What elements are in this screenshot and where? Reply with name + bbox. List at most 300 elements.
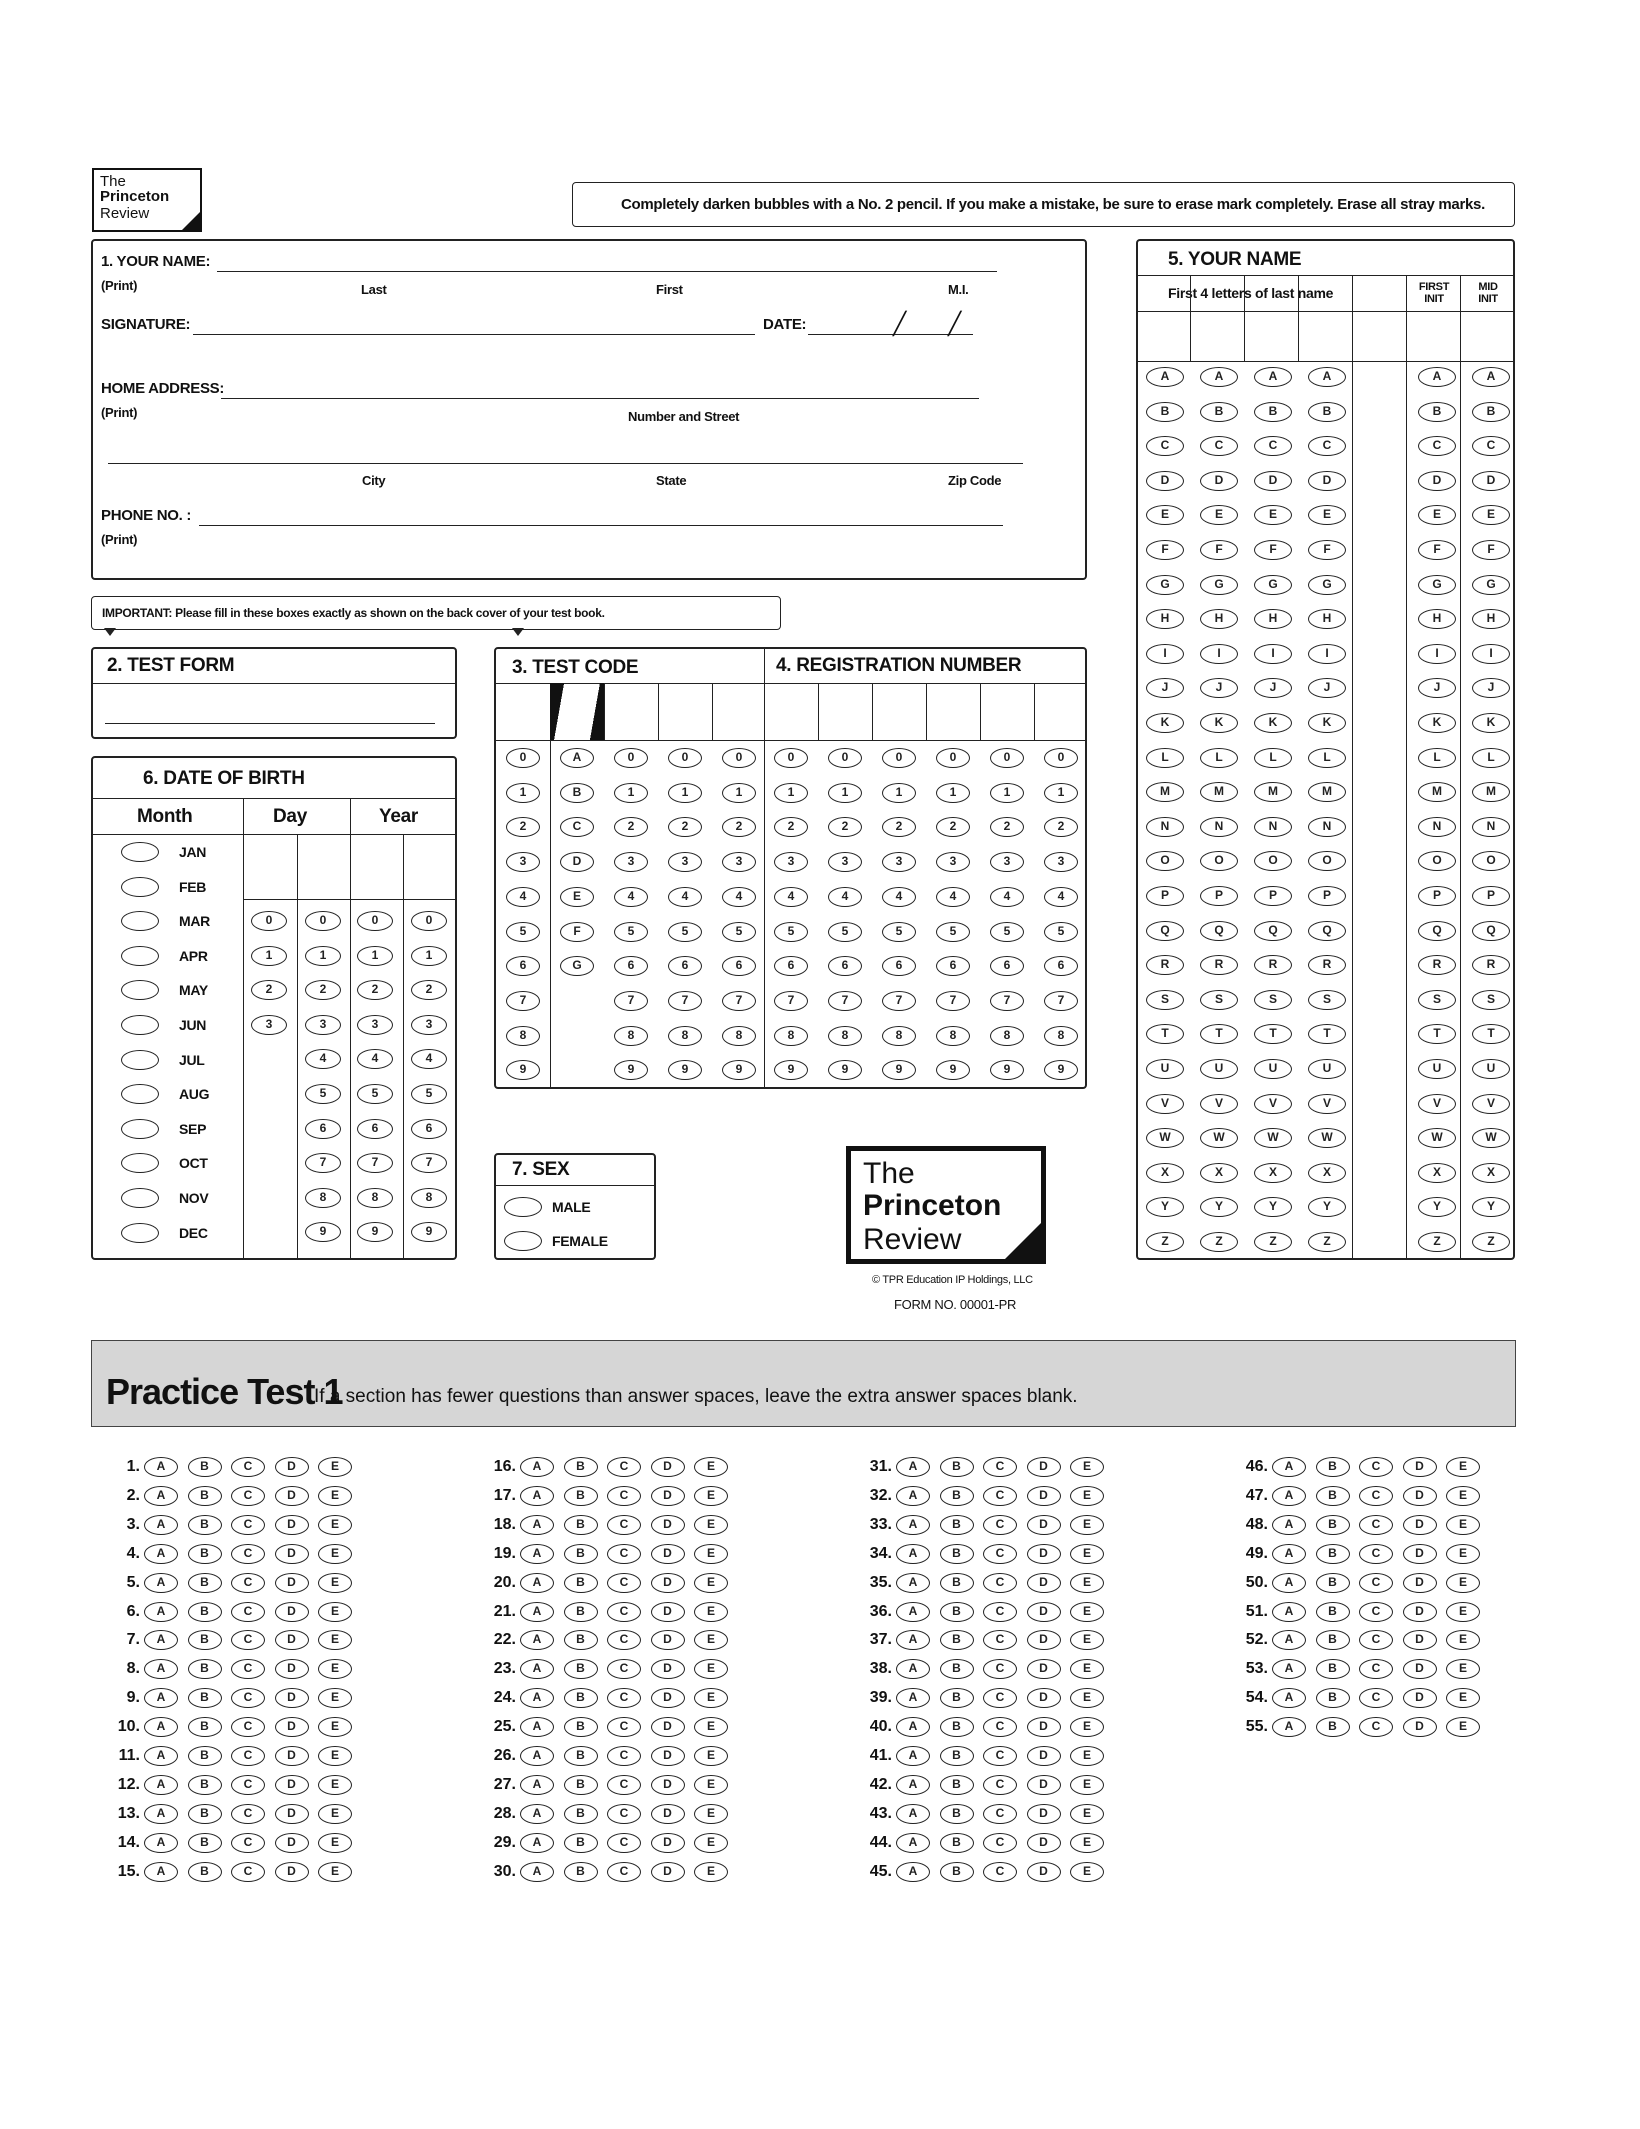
registration-digit-bubble[interactable]: 2	[1044, 817, 1078, 837]
registration-digit-bubble[interactable]: 4	[936, 887, 970, 907]
answer-bubble[interactable]: C	[1359, 1602, 1393, 1622]
test-code-letter-bubble[interactable]: E	[560, 887, 594, 907]
mid-init-bubble[interactable]: Y	[1472, 1197, 1510, 1217]
registration-digit-bubble[interactable]: 7	[990, 991, 1024, 1011]
registration-digit-bubble[interactable]: 0	[936, 748, 970, 768]
first-init-bubble[interactable]: A	[1418, 367, 1456, 387]
answer-bubble[interactable]: A	[520, 1515, 554, 1535]
dob-day-bubble[interactable]: 1	[305, 946, 341, 966]
test-code-digit-bubble[interactable]: 8	[668, 1026, 702, 1046]
answer-bubble[interactable]: E	[1446, 1515, 1480, 1535]
answer-bubble[interactable]: A	[144, 1688, 178, 1708]
test-code-digit-bubble[interactable]: 2	[614, 817, 648, 837]
last-name-letter-bubble[interactable]: D	[1308, 471, 1346, 491]
answer-bubble[interactable]: A	[144, 1862, 178, 1882]
answer-bubble[interactable]: C	[1359, 1544, 1393, 1564]
answer-bubble[interactable]: E	[1446, 1544, 1480, 1564]
answer-bubble[interactable]: A	[896, 1630, 930, 1650]
registration-digit-bubble[interactable]: 5	[990, 922, 1024, 942]
answer-bubble[interactable]: C	[231, 1775, 265, 1795]
last-name-letter-bubble[interactable]: I	[1146, 644, 1184, 664]
answer-bubble[interactable]: E	[1070, 1862, 1104, 1882]
last-name-letter-bubble[interactable]: K	[1146, 713, 1184, 733]
dob-day-bubble[interactable]: 4	[305, 1049, 341, 1069]
last-name-letter-bubble[interactable]: S	[1254, 990, 1292, 1010]
answer-bubble[interactable]: C	[231, 1515, 265, 1535]
first-init-bubble[interactable]: N	[1418, 817, 1456, 837]
mid-init-bubble[interactable]: Z	[1472, 1232, 1510, 1252]
registration-digit-bubble[interactable]: 8	[882, 1026, 916, 1046]
dob-year-bubble[interactable]: 3	[411, 1015, 447, 1035]
last-name-letter-bubble[interactable]: M	[1200, 782, 1238, 802]
answer-bubble[interactable]: E	[1446, 1573, 1480, 1593]
first-init-bubble[interactable]: Q	[1418, 921, 1456, 941]
answer-bubble[interactable]: A	[520, 1804, 554, 1824]
answer-bubble[interactable]: C	[983, 1457, 1017, 1477]
answer-bubble[interactable]: E	[318, 1804, 352, 1824]
answer-bubble[interactable]: D	[275, 1486, 309, 1506]
answer-bubble[interactable]: E	[1070, 1688, 1104, 1708]
answer-bubble[interactable]: A	[520, 1862, 554, 1882]
last-name-letter-bubble[interactable]: T	[1254, 1024, 1292, 1044]
answer-bubble[interactable]: C	[607, 1862, 641, 1882]
answer-bubble[interactable]: C	[607, 1833, 641, 1853]
last-name-letter-bubble[interactable]: O	[1254, 851, 1292, 871]
mid-init-bubble[interactable]: E	[1472, 505, 1510, 525]
answer-bubble[interactable]: B	[188, 1659, 222, 1679]
registration-digit-bubble[interactable]: 4	[990, 887, 1024, 907]
dob-year-bubble[interactable]: 4	[411, 1049, 447, 1069]
registration-digit-bubble[interactable]: 4	[774, 887, 808, 907]
answer-bubble[interactable]: E	[694, 1457, 728, 1477]
answer-bubble[interactable]: B	[564, 1833, 598, 1853]
last-name-letter-bubble[interactable]: G	[1146, 575, 1184, 595]
answer-bubble[interactable]: D	[1403, 1630, 1437, 1650]
last-name-letter-bubble[interactable]: F	[1146, 540, 1184, 560]
registration-digit-bubble[interactable]: 8	[1044, 1026, 1078, 1046]
last-name-letter-bubble[interactable]: P	[1146, 886, 1184, 906]
test-code-digit-bubble[interactable]: 3	[614, 852, 648, 872]
answer-bubble[interactable]: E	[318, 1486, 352, 1506]
last-name-letter-bubble[interactable]: N	[1146, 817, 1184, 837]
answer-bubble[interactable]: D	[1403, 1486, 1437, 1506]
last-name-letter-bubble[interactable]: Y	[1146, 1197, 1184, 1217]
test-code-letter-bubble[interactable]: A	[560, 748, 594, 768]
answer-bubble[interactable]: D	[651, 1457, 685, 1477]
dob-month-bubble[interactable]	[121, 877, 159, 897]
last-name-letter-bubble[interactable]: F	[1200, 540, 1238, 560]
last-name-letter-bubble[interactable]: Q	[1254, 921, 1292, 941]
test-code-letter-bubble[interactable]: B	[560, 783, 594, 803]
first-init-bubble[interactable]: T	[1418, 1024, 1456, 1044]
answer-bubble[interactable]: A	[896, 1746, 930, 1766]
mid-init-bubble[interactable]: W	[1472, 1128, 1510, 1148]
test-code-digit-bubble[interactable]: 4	[668, 887, 702, 907]
last-name-letter-bubble[interactable]: V	[1308, 1094, 1346, 1114]
mid-init-bubble[interactable]: N	[1472, 817, 1510, 837]
answer-bubble[interactable]: A	[520, 1544, 554, 1564]
answer-bubble[interactable]: A	[896, 1804, 930, 1824]
answer-bubble[interactable]: B	[1316, 1573, 1350, 1593]
last-name-letter-bubble[interactable]: U	[1200, 1059, 1238, 1079]
answer-bubble[interactable]: A	[896, 1544, 930, 1564]
first-init-bubble[interactable]: Z	[1418, 1232, 1456, 1252]
registration-digit-bubble[interactable]: 7	[882, 991, 916, 1011]
answer-bubble[interactable]: B	[940, 1833, 974, 1853]
answer-bubble[interactable]: E	[1070, 1775, 1104, 1795]
test-code-digit-bubble[interactable]: 1	[614, 783, 648, 803]
test-code-digit-bubble[interactable]: 4	[614, 887, 648, 907]
answer-bubble[interactable]: E	[318, 1515, 352, 1535]
dob-month-bubble[interactable]	[121, 1015, 159, 1035]
answer-bubble[interactable]: A	[1272, 1659, 1306, 1679]
mid-init-bubble[interactable]: A	[1472, 367, 1510, 387]
dob-day-bubble[interactable]: 5	[305, 1084, 341, 1104]
answer-bubble[interactable]: B	[1316, 1486, 1350, 1506]
answer-bubble[interactable]: C	[1359, 1573, 1393, 1593]
registration-digit-bubble[interactable]: 5	[828, 922, 862, 942]
mid-init-bubble[interactable]: T	[1472, 1024, 1510, 1044]
answer-bubble[interactable]: C	[231, 1746, 265, 1766]
answer-bubble[interactable]: C	[983, 1833, 1017, 1853]
test-code-letter-bubble[interactable]: F	[560, 922, 594, 942]
answer-bubble[interactable]: B	[188, 1573, 222, 1593]
dob-month-bubble[interactable]	[121, 980, 159, 1000]
answer-bubble[interactable]: C	[983, 1804, 1017, 1824]
answer-bubble[interactable]: A	[144, 1833, 178, 1853]
registration-digit-bubble[interactable]: 2	[882, 817, 916, 837]
answer-bubble[interactable]: B	[188, 1775, 222, 1795]
answer-bubble[interactable]: E	[1070, 1602, 1104, 1622]
answer-bubble[interactable]: B	[564, 1804, 598, 1824]
answer-bubble[interactable]: D	[275, 1602, 309, 1622]
first-init-bubble[interactable]: W	[1418, 1128, 1456, 1148]
last-name-letter-bubble[interactable]: H	[1308, 609, 1346, 629]
answer-bubble[interactable]: B	[564, 1717, 598, 1737]
answer-bubble[interactable]: A	[1272, 1486, 1306, 1506]
test-code-digit-bubble[interactable]: 5	[722, 922, 756, 942]
answer-bubble[interactable]: D	[1403, 1688, 1437, 1708]
mid-init-bubble[interactable]: C	[1472, 436, 1510, 456]
answer-bubble[interactable]: D	[275, 1544, 309, 1564]
answer-bubble[interactable]: C	[607, 1804, 641, 1824]
last-name-letter-bubble[interactable]: B	[1200, 402, 1238, 422]
last-name-letter-bubble[interactable]: Z	[1254, 1232, 1292, 1252]
answer-bubble[interactable]: B	[940, 1862, 974, 1882]
answer-bubble[interactable]: D	[275, 1804, 309, 1824]
answer-bubble[interactable]: D	[651, 1688, 685, 1708]
last-name-letter-bubble[interactable]: Y	[1308, 1197, 1346, 1217]
mid-init-bubble[interactable]: J	[1472, 678, 1510, 698]
answer-bubble[interactable]: B	[1316, 1515, 1350, 1535]
dob-year-bubble[interactable]: 1	[357, 946, 393, 966]
test-code-digit-bubble[interactable]: 6	[668, 956, 702, 976]
address-line[interactable]	[221, 398, 979, 399]
mid-init-bubble[interactable]: S	[1472, 990, 1510, 1010]
answer-bubble[interactable]: B	[1316, 1544, 1350, 1564]
answer-bubble[interactable]: C	[231, 1602, 265, 1622]
last-name-letter-bubble[interactable]: P	[1200, 886, 1238, 906]
answer-bubble[interactable]: C	[231, 1717, 265, 1737]
answer-bubble[interactable]: D	[1027, 1515, 1061, 1535]
answer-bubble[interactable]: B	[564, 1775, 598, 1795]
answer-bubble[interactable]: E	[694, 1659, 728, 1679]
test-code-digit-bubble[interactable]: 5	[668, 922, 702, 942]
answer-bubble[interactable]: B	[940, 1746, 974, 1766]
dob-year-bubble[interactable]: 5	[411, 1084, 447, 1104]
dob-year-bubble[interactable]: 3	[357, 1015, 393, 1035]
answer-bubble[interactable]: C	[231, 1544, 265, 1564]
answer-bubble[interactable]: C	[231, 1804, 265, 1824]
answer-bubble[interactable]: A	[144, 1717, 178, 1737]
last-name-letter-bubble[interactable]: O	[1308, 851, 1346, 871]
registration-digit-bubble[interactable]: 6	[774, 956, 808, 976]
answer-bubble[interactable]: D	[1403, 1573, 1437, 1593]
last-name-letter-bubble[interactable]: S	[1146, 990, 1184, 1010]
last-name-letter-bubble[interactable]: T	[1146, 1024, 1184, 1044]
answer-bubble[interactable]: D	[1403, 1544, 1437, 1564]
answer-bubble[interactable]: C	[983, 1515, 1017, 1535]
answer-bubble[interactable]: B	[564, 1659, 598, 1679]
last-name-letter-bubble[interactable]: F	[1308, 540, 1346, 560]
dob-day-bubble[interactable]: 6	[305, 1119, 341, 1139]
answer-bubble[interactable]: E	[694, 1775, 728, 1795]
test-code-digit-bubble[interactable]: 9	[668, 1060, 702, 1080]
registration-digit-bubble[interactable]: 0	[882, 748, 916, 768]
answer-bubble[interactable]: A	[896, 1833, 930, 1853]
answer-bubble[interactable]: D	[275, 1515, 309, 1535]
mid-init-bubble[interactable]: P	[1472, 886, 1510, 906]
last-name-letter-bubble[interactable]: Z	[1200, 1232, 1238, 1252]
dob-year-bubble[interactable]: 4	[357, 1049, 393, 1069]
answer-bubble[interactable]: C	[1359, 1515, 1393, 1535]
answer-bubble[interactable]: B	[940, 1659, 974, 1679]
test-form-line[interactable]	[105, 723, 435, 724]
answer-bubble[interactable]: B	[188, 1630, 222, 1650]
mid-init-bubble[interactable]: O	[1472, 851, 1510, 871]
mid-init-bubble[interactable]: K	[1472, 713, 1510, 733]
answer-bubble[interactable]: D	[1027, 1486, 1061, 1506]
first-init-bubble[interactable]: K	[1418, 713, 1456, 733]
last-name-letter-bubble[interactable]: V	[1200, 1094, 1238, 1114]
test-code-digit-bubble[interactable]: 4	[722, 887, 756, 907]
last-name-letter-bubble[interactable]: Q	[1146, 921, 1184, 941]
test-code-digit-bubble[interactable]: 4	[506, 887, 540, 907]
last-name-letter-bubble[interactable]: W	[1146, 1128, 1184, 1148]
last-name-letter-bubble[interactable]: E	[1308, 505, 1346, 525]
mid-init-bubble[interactable]: G	[1472, 575, 1510, 595]
test-code-digit-bubble[interactable]: 6	[722, 956, 756, 976]
answer-bubble[interactable]: D	[651, 1775, 685, 1795]
dob-day-bubble[interactable]: 0	[305, 911, 341, 931]
answer-bubble[interactable]: B	[564, 1630, 598, 1650]
answer-bubble[interactable]: B	[188, 1457, 222, 1477]
dob-year-bubble[interactable]: 5	[357, 1084, 393, 1104]
test-code-digit-bubble[interactable]: 2	[722, 817, 756, 837]
answer-bubble[interactable]: E	[318, 1717, 352, 1737]
last-name-letter-bubble[interactable]: E	[1200, 505, 1238, 525]
last-name-letter-bubble[interactable]: R	[1200, 955, 1238, 975]
test-code-digit-bubble[interactable]: 0	[722, 748, 756, 768]
answer-bubble[interactable]: A	[1272, 1602, 1306, 1622]
answer-bubble[interactable]: A	[896, 1775, 930, 1795]
registration-digit-bubble[interactable]: 6	[990, 956, 1024, 976]
mid-init-bubble[interactable]: D	[1472, 471, 1510, 491]
answer-bubble[interactable]: E	[694, 1833, 728, 1853]
last-name-letter-bubble[interactable]: O	[1146, 851, 1184, 871]
last-name-letter-bubble[interactable]: C	[1308, 436, 1346, 456]
answer-bubble[interactable]: A	[144, 1457, 178, 1477]
answer-bubble[interactable]: C	[983, 1862, 1017, 1882]
answer-bubble[interactable]: D	[275, 1862, 309, 1882]
mid-init-bubble[interactable]: Q	[1472, 921, 1510, 941]
last-name-letter-bubble[interactable]: K	[1308, 713, 1346, 733]
answer-bubble[interactable]: C	[231, 1833, 265, 1853]
dob-month-bubble[interactable]	[121, 1050, 159, 1070]
answer-bubble[interactable]: A	[520, 1688, 554, 1708]
answer-bubble[interactable]: D	[275, 1717, 309, 1737]
registration-digit-bubble[interactable]: 5	[1044, 922, 1078, 942]
test-code-digit-bubble[interactable]: 8	[614, 1026, 648, 1046]
test-code-digit-bubble[interactable]: 3	[668, 852, 702, 872]
registration-digit-bubble[interactable]: 1	[882, 783, 916, 803]
dob-day-bubble[interactable]: 7	[305, 1153, 341, 1173]
registration-digit-bubble[interactable]: 1	[936, 783, 970, 803]
test-code-digit-bubble[interactable]: 7	[722, 991, 756, 1011]
first-init-bubble[interactable]: D	[1418, 471, 1456, 491]
registration-digit-bubble[interactable]: 5	[882, 922, 916, 942]
last-name-letter-bubble[interactable]: A	[1200, 367, 1238, 387]
sex-female-bubble[interactable]	[504, 1231, 542, 1251]
answer-bubble[interactable]: D	[651, 1804, 685, 1824]
answer-bubble[interactable]: A	[520, 1717, 554, 1737]
registration-digit-bubble[interactable]: 9	[828, 1060, 862, 1080]
answer-bubble[interactable]: D	[275, 1630, 309, 1650]
registration-digit-bubble[interactable]: 9	[774, 1060, 808, 1080]
dob-year-bubble[interactable]: 1	[411, 946, 447, 966]
answer-bubble[interactable]: E	[318, 1659, 352, 1679]
answer-bubble[interactable]: C	[983, 1630, 1017, 1650]
answer-bubble[interactable]: E	[318, 1630, 352, 1650]
dob-year-bubble[interactable]: 6	[357, 1119, 393, 1139]
test-code-digit-bubble[interactable]: 3	[506, 852, 540, 872]
answer-bubble[interactable]: D	[651, 1630, 685, 1650]
registration-digit-bubble[interactable]: 6	[1044, 956, 1078, 976]
answer-bubble[interactable]: A	[896, 1862, 930, 1882]
answer-bubble[interactable]: D	[275, 1659, 309, 1679]
answer-bubble[interactable]: B	[564, 1746, 598, 1766]
answer-bubble[interactable]: B	[940, 1486, 974, 1506]
answer-bubble[interactable]: C	[231, 1630, 265, 1650]
mid-init-bubble[interactable]: R	[1472, 955, 1510, 975]
answer-bubble[interactable]: A	[896, 1515, 930, 1535]
answer-bubble[interactable]: A	[520, 1602, 554, 1622]
answer-bubble[interactable]: B	[1316, 1688, 1350, 1708]
first-init-bubble[interactable]: P	[1418, 886, 1456, 906]
answer-bubble[interactable]: D	[651, 1862, 685, 1882]
answer-bubble[interactable]: E	[694, 1804, 728, 1824]
first-init-bubble[interactable]: I	[1418, 644, 1456, 664]
last-name-letter-bubble[interactable]: I	[1254, 644, 1292, 664]
test-code-digit-bubble[interactable]: 9	[614, 1060, 648, 1080]
answer-bubble[interactable]: E	[318, 1688, 352, 1708]
answer-bubble[interactable]: D	[651, 1486, 685, 1506]
registration-digit-bubble[interactable]: 0	[828, 748, 862, 768]
answer-bubble[interactable]: D	[1027, 1804, 1061, 1824]
answer-bubble[interactable]: C	[1359, 1688, 1393, 1708]
first-init-bubble[interactable]: C	[1418, 436, 1456, 456]
answer-bubble[interactable]: E	[1070, 1515, 1104, 1535]
registration-digit-bubble[interactable]: 3	[828, 852, 862, 872]
answer-bubble[interactable]: B	[188, 1486, 222, 1506]
registration-digit-bubble[interactable]: 8	[828, 1026, 862, 1046]
answer-bubble[interactable]: E	[1070, 1630, 1104, 1650]
answer-bubble[interactable]: E	[318, 1457, 352, 1477]
answer-bubble[interactable]: B	[564, 1457, 598, 1477]
answer-bubble[interactable]: B	[1316, 1659, 1350, 1679]
registration-digit-bubble[interactable]: 9	[1044, 1060, 1078, 1080]
answer-bubble[interactable]: A	[896, 1688, 930, 1708]
registration-digit-bubble[interactable]: 0	[1044, 748, 1078, 768]
answer-bubble[interactable]: C	[983, 1717, 1017, 1737]
last-name-letter-bubble[interactable]: J	[1308, 678, 1346, 698]
answer-bubble[interactable]: E	[318, 1775, 352, 1795]
sex-male-bubble[interactable]	[504, 1197, 542, 1217]
answer-bubble[interactable]: B	[940, 1515, 974, 1535]
last-name-letter-bubble[interactable]: X	[1146, 1163, 1184, 1183]
answer-bubble[interactable]: B	[940, 1602, 974, 1622]
test-code-digit-bubble[interactable]: 7	[668, 991, 702, 1011]
answer-bubble[interactable]: C	[1359, 1630, 1393, 1650]
answer-bubble[interactable]: B	[564, 1486, 598, 1506]
answer-bubble[interactable]: B	[940, 1717, 974, 1737]
answer-bubble[interactable]: B	[940, 1775, 974, 1795]
last-name-letter-bubble[interactable]: X	[1308, 1163, 1346, 1183]
test-code-digit-bubble[interactable]: 0	[614, 748, 648, 768]
answer-bubble[interactable]: C	[231, 1862, 265, 1882]
answer-bubble[interactable]: D	[651, 1717, 685, 1737]
dob-year-bubble[interactable]: 0	[357, 911, 393, 931]
last-name-letter-bubble[interactable]: N	[1200, 817, 1238, 837]
test-code-digit-bubble[interactable]: 6	[614, 956, 648, 976]
last-name-letter-bubble[interactable]: C	[1146, 436, 1184, 456]
answer-bubble[interactable]: B	[564, 1862, 598, 1882]
dob-year-bubble[interactable]: 7	[411, 1153, 447, 1173]
registration-digit-bubble[interactable]: 4	[1044, 887, 1078, 907]
last-name-letter-bubble[interactable]: P	[1308, 886, 1346, 906]
last-name-letter-bubble[interactable]: B	[1146, 402, 1184, 422]
answer-bubble[interactable]: C	[983, 1688, 1017, 1708]
test-code-digit-bubble[interactable]: 1	[722, 783, 756, 803]
registration-digit-bubble[interactable]: 7	[1044, 991, 1078, 1011]
answer-bubble[interactable]: B	[1316, 1602, 1350, 1622]
answer-bubble[interactable]: E	[694, 1544, 728, 1564]
answer-bubble[interactable]: E	[318, 1544, 352, 1564]
mid-init-bubble[interactable]: L	[1472, 748, 1510, 768]
dob-year-bubble[interactable]: 8	[411, 1188, 447, 1208]
answer-bubble[interactable]: B	[564, 1515, 598, 1535]
first-init-bubble[interactable]: Y	[1418, 1197, 1456, 1217]
answer-bubble[interactable]: A	[520, 1833, 554, 1853]
dob-month-bubble[interactable]	[121, 946, 159, 966]
dob-year-bubble[interactable]: 6	[411, 1119, 447, 1139]
phone-line[interactable]	[199, 525, 1003, 526]
mid-init-bubble[interactable]: U	[1472, 1059, 1510, 1079]
answer-bubble[interactable]: E	[1446, 1688, 1480, 1708]
last-name-letter-bubble[interactable]: U	[1254, 1059, 1292, 1079]
last-name-letter-bubble[interactable]: D	[1200, 471, 1238, 491]
answer-bubble[interactable]: E	[1446, 1602, 1480, 1622]
